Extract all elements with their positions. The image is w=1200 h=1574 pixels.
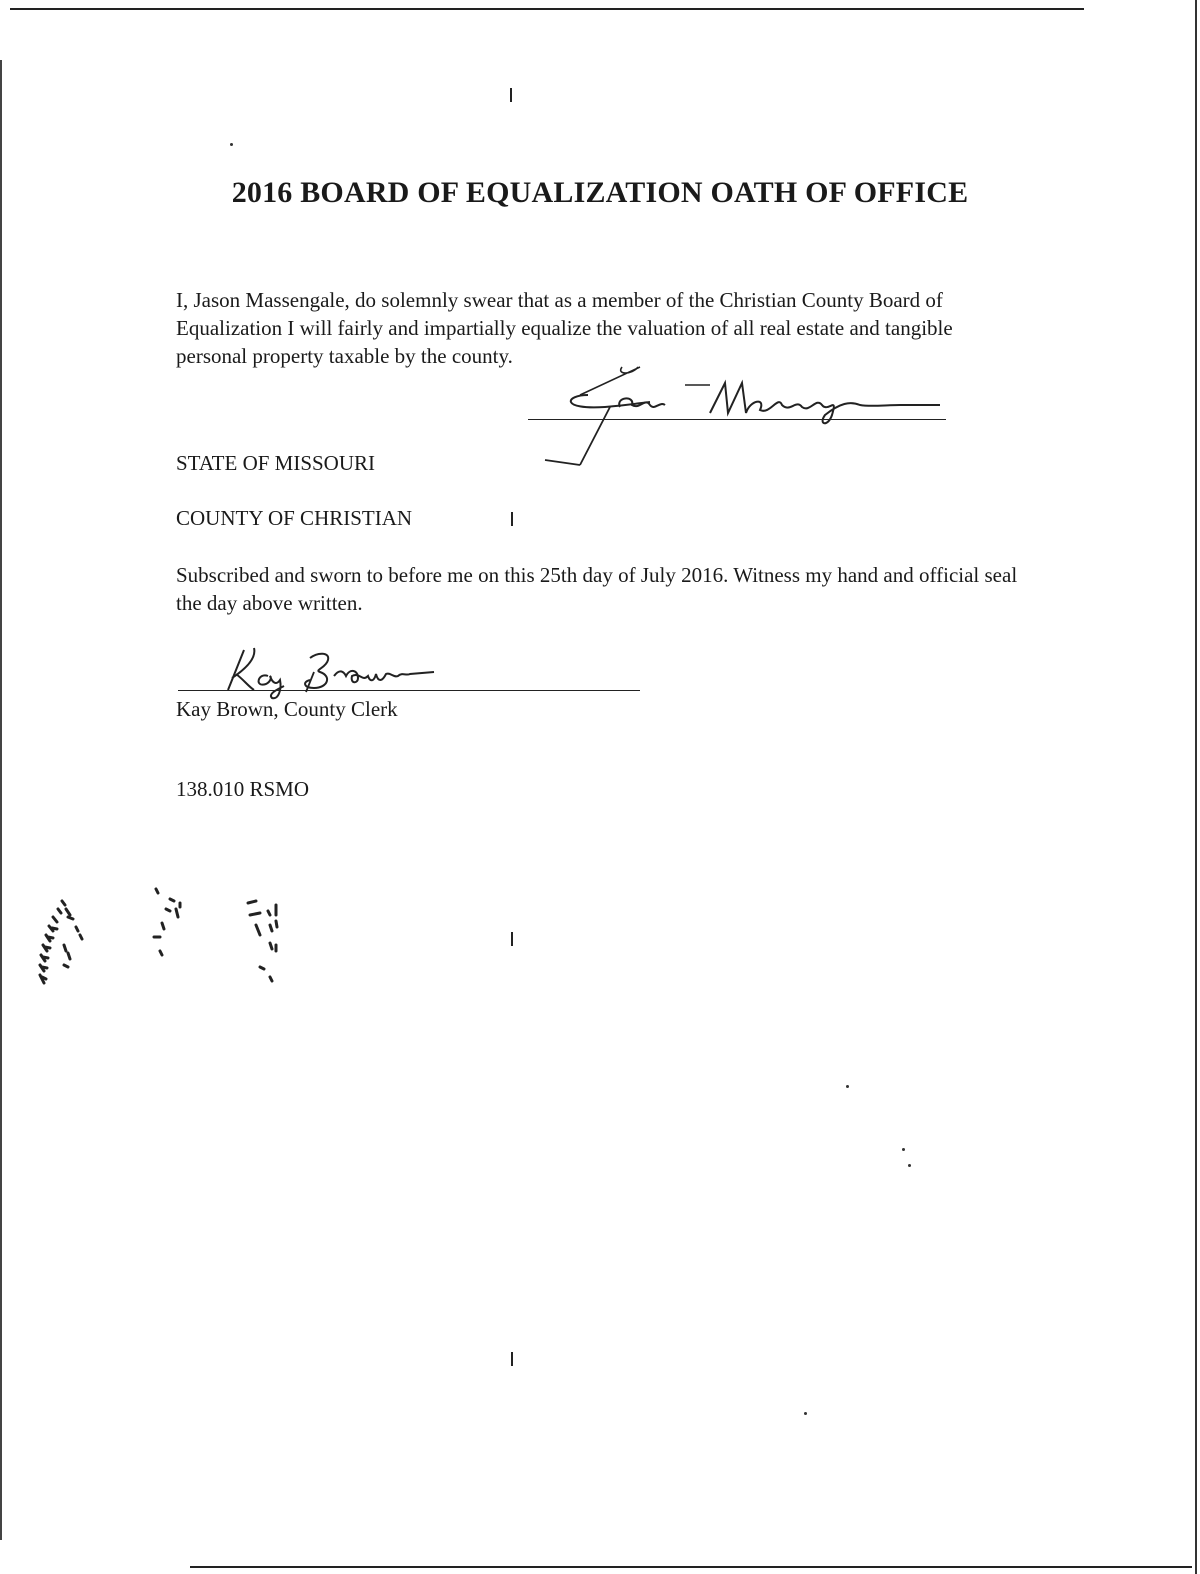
- scan-edge-left: [0, 60, 2, 1540]
- county-line: COUNTY OF CHRISTIAN: [176, 506, 413, 530]
- scan-speck: [230, 143, 233, 146]
- embossed-seal: [30, 855, 290, 995]
- scan-edge-bottom: [190, 1566, 1192, 1568]
- member-signature: [520, 355, 960, 470]
- scan-edge-top: [10, 8, 1084, 10]
- scan-speck: [908, 1164, 911, 1167]
- scan-speck: [902, 1148, 905, 1151]
- scan-mark: [510, 88, 512, 102]
- oath-paragraph: I, Jason Massengale, do solemnly swear that as a member of the Christian County Board of Equalization I will fairly and impartially equalize the valuation of all real estate and tangible personal property taxable by the county.: [176, 288, 953, 368]
- clerk-signature-line: [178, 690, 640, 691]
- clerk-name: Kay Brown, County Clerk: [176, 697, 398, 721]
- clerk-signature: [210, 642, 450, 702]
- scan-edge-right: [1195, 0, 1197, 1574]
- scan-mark: [511, 1352, 513, 1366]
- scan-speck: [804, 1412, 807, 1415]
- scan-mark: [511, 512, 513, 526]
- statute-reference: 138.010 RSMO: [176, 777, 310, 801]
- state-line: STATE OF MISSOURI: [176, 451, 376, 475]
- page-title: 2016 BOARD OF EQUALIZATION OATH OF OFFICE: [231, 176, 969, 209]
- member-signature-line: [528, 419, 946, 420]
- scan-mark: [511, 932, 513, 946]
- sworn-paragraph: Subscribed and sworn to before me on this 25th day of July 2016. Witness my hand and official seal the day above written.: [176, 563, 1018, 615]
- scan-speck: [846, 1085, 849, 1088]
